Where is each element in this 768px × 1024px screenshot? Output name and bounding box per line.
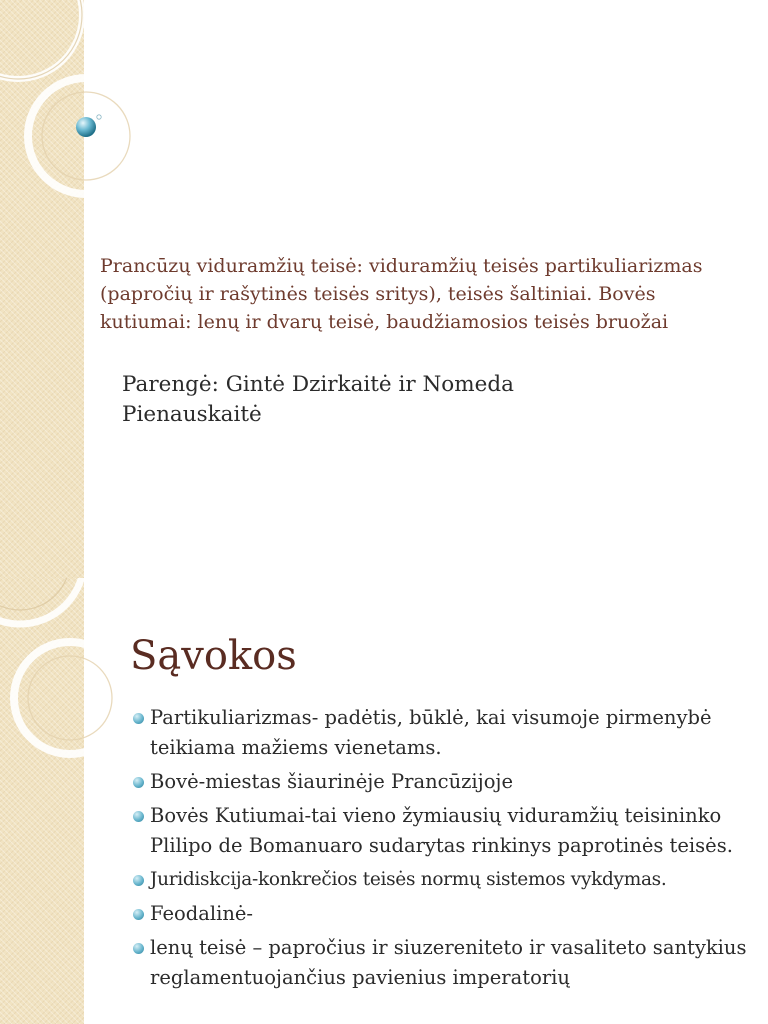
- list-item: [130, 899, 750, 929]
- bullet-icon: [133, 943, 144, 954]
- author-credit: [122, 370, 642, 430]
- list-item: [130, 933, 750, 993]
- list-item-text: Bovė-miestas šiaurinėje Prancūzijoje: [150, 770, 514, 793]
- list-item-text: Feodalinė-: [150, 902, 254, 925]
- author-line-1: Parengė: Gintė Dzirkaitė ir Nomeda: [122, 372, 514, 397]
- bullet-icon: [133, 875, 144, 886]
- author-line-2: Pienauskaitė: [122, 402, 262, 427]
- sphere-icon: [76, 117, 96, 137]
- list-item-text: Partikuliarizmas- padėtis, būklė, kai visumoje pirmenybė teikiama mažiems vienetams.: [150, 706, 712, 759]
- list-item-text: lenų teisė – papročius ir siuzereniteto ir vasaliteto santykius reglamentuojančius pavienius imperatorių: [150, 936, 747, 989]
- bullet-list: [130, 703, 750, 997]
- ring-ornament-icon: [0, 0, 140, 200]
- bullet-icon: [133, 811, 144, 822]
- ring-ornament-icon: [0, 578, 140, 778]
- bullet-icon: [133, 909, 144, 920]
- list-item-text: Bovės Kutiumai-tai vieno žymiausių viduramžių teisininko Plilipo de Bomanuaro sudarytas rinkinys paprotinės teisės.: [150, 804, 733, 857]
- slide-title: Prancūzų viduramžių teisė: viduramžių teisės partikuliarizmas (papročių ir rašytinės teisės sritys), teisės šaltiniai. Bovės kutiumai: lenų ir dvarų teisė, baudžiamosios teisės bruožai: [100, 255, 703, 333]
- list-item: [130, 801, 750, 861]
- slide-heading: Sąvokos: [130, 633, 297, 679]
- list-item-text: Juridiskcija-konkrečios teisės normų sistemos vykdymas.: [150, 869, 667, 890]
- bullet-icon: [133, 713, 144, 724]
- list-item: [130, 767, 750, 797]
- bullet-icon: [133, 777, 144, 788]
- list-item: [130, 865, 750, 895]
- content-slide: [0, 578, 768, 1024]
- list-item: [130, 703, 750, 763]
